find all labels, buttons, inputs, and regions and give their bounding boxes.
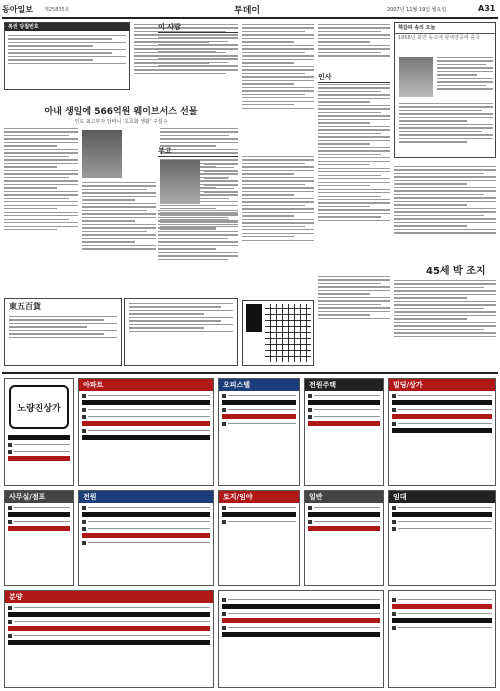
puzzle-badge [246,304,262,332]
page-number: A31 [478,4,496,13]
puzzle-grid [265,304,311,362]
today-in-history-box [394,22,496,158]
center-text-1 [242,24,314,109]
ad-cell-11 [218,590,384,688]
ads-separator [2,372,498,374]
person-section [158,22,238,33]
person-text [158,34,238,67]
center-text-3 [242,156,314,241]
obit-text-2 [158,210,238,260]
puzzle-box [242,300,314,366]
ad-cell-9: 임대 [388,490,496,586]
personnel-text [318,84,390,221]
featured-text-1 [4,128,78,230]
header-rule [2,17,498,19]
ad-cell-1: 아파트 [78,378,214,486]
lottery-title: 복권 당첨번호 [5,23,129,31]
store-ad-2 [124,298,238,366]
ad-cell-4: 빌딩/상가 [388,378,496,486]
ad-cell-2: 오피스텔 [218,378,300,486]
center-text-4 [318,276,390,319]
ad-cell-8: 일반 [304,490,384,586]
paper-name: 동아일보 [2,5,33,14]
featured-story [4,104,238,125]
obit-photo [160,160,200,204]
history-photo [399,57,433,97]
store-ad [4,298,122,366]
person-heading: 이 사람 [158,22,238,33]
right-text-2 [394,280,496,337]
ad-big-left [4,378,74,486]
right-text-1 [394,166,496,234]
history-sub: 1868년 화면 동교에 왕세양중에 출국 [398,35,480,41]
section-title: 투데이 [234,6,261,16]
featured-photo [82,130,122,178]
ad-cell-6: 전원 [78,490,214,586]
obit-text [204,160,238,193]
date-line: 2007년 11월 19일 월요일 [387,7,447,13]
ad-cell-5: 사무실/점포 [4,490,74,586]
ad-cell-10: 분양 [4,590,214,688]
obit-heading: 부고 [158,146,238,157]
center-text-2 [318,24,390,57]
personnel-section [318,72,390,83]
ad-cell-3: 전원주택 [304,378,384,486]
featured-subtitle: 인도 최고부자 암바니 '초호화 생활' 구설수 [74,119,168,125]
ad-big-left-title: 노량진상가 [17,403,61,414]
page-header [2,3,498,17]
lottery-box [4,22,130,90]
issue-number: 제25835호 [44,7,70,13]
featured-title: 아내 생일에 566억원 웨이브서스 선물 [44,107,198,117]
store-logo: 東五百貨 [9,302,41,311]
personnel-heading: 인사 [318,72,390,83]
ad-cell-12 [388,590,496,688]
history-title: 책갈피 속의 오늘 [395,23,495,34]
obit-section [158,146,238,157]
featured-text-2 [82,182,156,250]
right-subhead: 45세 박 조지 [426,266,486,277]
ad-cell-7: 토지/임야 [218,490,300,586]
